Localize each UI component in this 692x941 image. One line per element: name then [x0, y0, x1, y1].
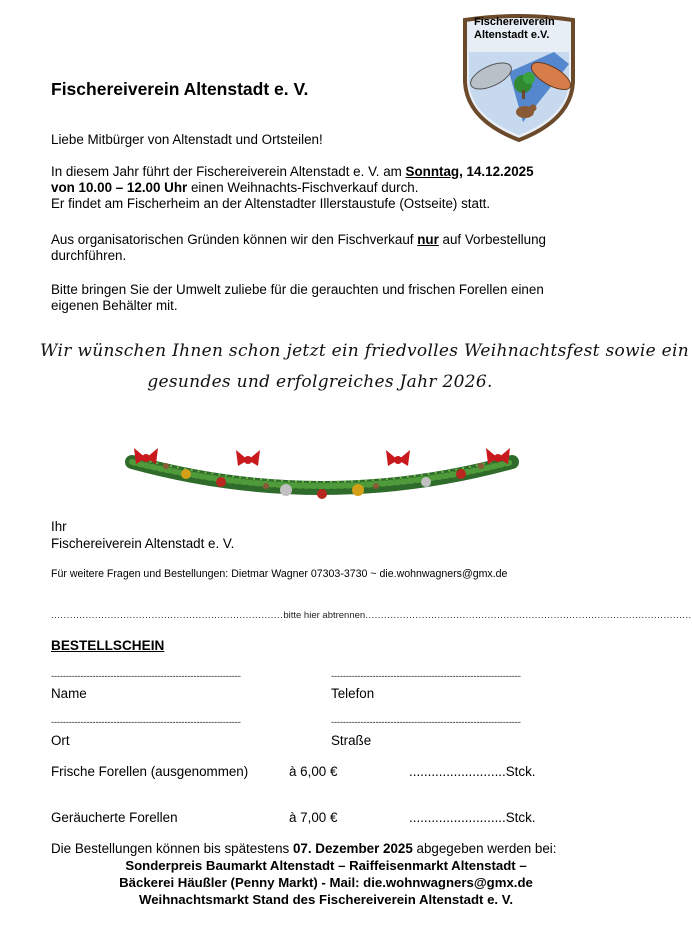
- wish-line-1: Wir wünschen Ihnen schon jetzt ein friedvolles Weihnachtsfest sowie ein: [40, 341, 690, 361]
- page-title: Fischereiverein Altenstadt e. V.: [51, 79, 309, 99]
- event-date: , 14.12.2025: [459, 164, 534, 179]
- cut-dots-left: ..........................................................................: [51, 610, 284, 621]
- deadline-text-c: abgegeben werden bei:: [412, 841, 557, 856]
- closing-ihr: Ihr: [51, 519, 67, 534]
- event-day: Sonntag: [405, 164, 460, 179]
- telefon-line: ----------------------------------------------------------------: [331, 671, 521, 682]
- contact-info: Für weitere Fragen und Bestellungen: Dietmar Wagner 07303-3730 ~ die.wohnwagners@gmx.de: [51, 568, 508, 580]
- logo-text-line2: Altenstadt e.V.: [474, 29, 550, 41]
- cut-dots-right: ........................................................................................................: [365, 610, 692, 621]
- event-time: von 10.00 – 12.00 Uhr: [51, 180, 188, 195]
- cut-line: [51, 610, 692, 621]
- preorder-only: nur: [417, 232, 439, 247]
- preorder-text-d: durchführen.: [51, 248, 127, 263]
- event-location: Er findet am Fischerheim an der Altenstadter Illerstaustufe (Ostseite) statt.: [51, 196, 491, 211]
- ort-line: ----------------------------------------------------------------: [51, 717, 241, 728]
- christmas-garland-image: [126, 436, 518, 512]
- event-text-e: einen Weihnachts-Fischverkauf durch.: [187, 180, 419, 195]
- preorder-paragraph: [51, 232, 546, 264]
- order-form-heading: BESTELLSCHEIN: [51, 638, 165, 653]
- strasse-line: ----------------------------------------------------------------: [331, 717, 521, 728]
- container-text-b: eigenen Behälter mit.: [51, 298, 178, 313]
- name-field-label: Name: [51, 686, 87, 701]
- closing-signature: Fischereiverein Altenstadt e. V.: [51, 536, 235, 551]
- garland-icon: [126, 436, 518, 512]
- telefon-field-label: Telefon: [331, 686, 375, 701]
- item-smoked-trout-qty: ..........................Stck.: [409, 810, 536, 825]
- order-deadline: [51, 841, 557, 856]
- preorder-text-c: auf Vorbestellung: [438, 232, 546, 247]
- item-smoked-trout-price: à 7,00 €: [289, 810, 338, 825]
- pickup-locations-2: Bäckerei Häußler (Penny Markt) - Mail: die.wohnwagners@gmx.de: [119, 875, 533, 890]
- ort-field-label: Ort: [51, 733, 70, 748]
- item-smoked-trout-label: Geräucherte Forellen: [51, 810, 178, 825]
- item-fresh-trout-qty: ..........................Stck.: [409, 764, 536, 779]
- item-fresh-trout-price: à 6,00 €: [289, 764, 338, 779]
- strasse-field-label: Straße: [331, 733, 372, 748]
- wish-line-2: gesundes und erfolgreiches Jahr 2026.: [147, 372, 493, 392]
- event-paragraph: [51, 164, 534, 212]
- greeting: Liebe Mitbürger von Altenstadt und Ortsteilen!: [51, 132, 323, 147]
- preorder-text-a: Aus organisatorischen Gründen können wir den Fischverkauf: [51, 232, 418, 247]
- pickup-locations-1: Sonderpreis Baumarkt Altenstadt – Raiffeisenmarkt Altenstadt –: [125, 858, 527, 873]
- deadline-date: 07. Dezember 2025: [292, 841, 413, 856]
- container-paragraph: [51, 282, 544, 314]
- cut-label: bitte hier abtrennen: [283, 610, 366, 621]
- pickup-locations-3: Weihnachtsmarkt Stand des Fischereiverein Altenstadt e. V.: [138, 892, 514, 907]
- name-line: ----------------------------------------------------------------: [51, 671, 241, 682]
- event-text-a: In diesem Jahr führt der Fischereiverein Altenstadt e. V. am: [51, 164, 406, 179]
- container-text-a: Bitte bringen Sie der Umwelt zuliebe für die gerauchten und frischen Forellen einen: [51, 282, 544, 297]
- item-fresh-trout-label: Frische Forellen (ausgenommen): [51, 764, 249, 779]
- deadline-text-a: Die Bestellungen können bis spätestens: [51, 841, 293, 856]
- logo-text-line1: Fischereiverein: [474, 16, 555, 28]
